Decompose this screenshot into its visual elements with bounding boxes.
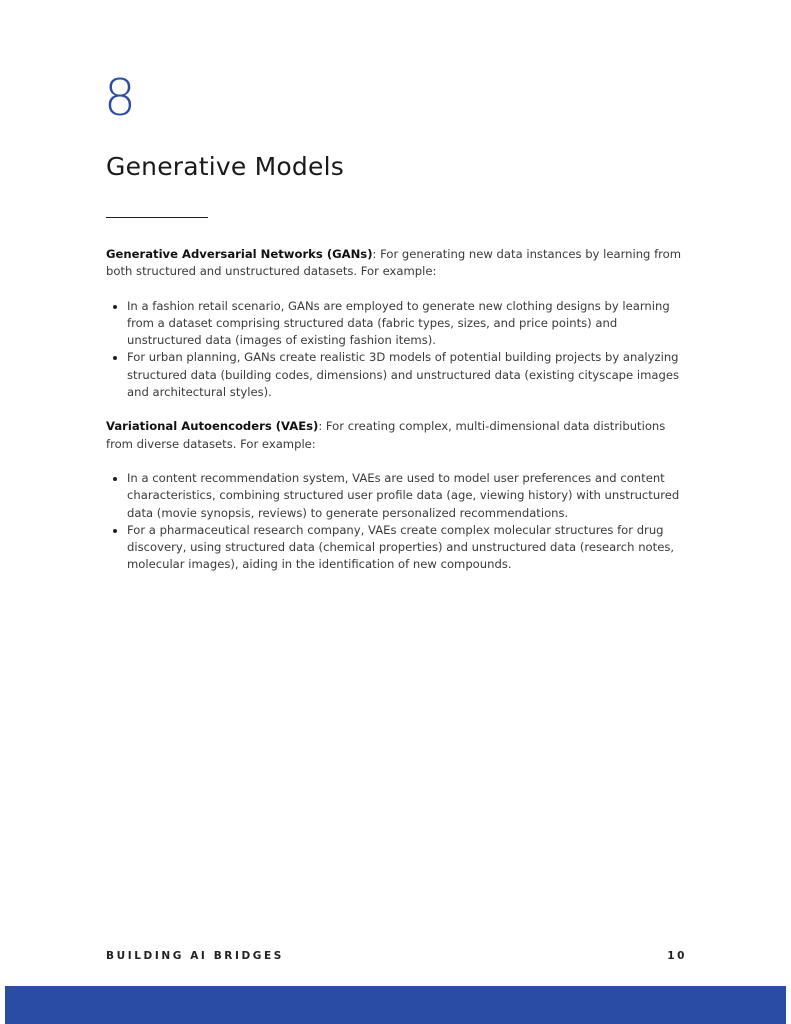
footer-page-number: 10 (667, 950, 687, 962)
list-item: In a content recommendation system, VAEs are used to model user preferences and content characteristics, combining structured user profile data (age, viewing history) with unstructured data (movie synopsis, reviews) to generate personalized recommendations. (127, 470, 691, 522)
section-vaes-text: : For creating complex, multi-dimensional data distributions from diverse datasets. For example: (106, 419, 666, 451)
footer-color-band (5, 986, 786, 1024)
footer-book-title: BUILDING AI BRIDGES (106, 950, 284, 962)
section-gans-list (106, 298, 691, 402)
page-body (106, 246, 691, 591)
list-item: In a fashion retail scenario, GANs are employed to generate new clothing designs by learning from a dataset comprising structured data (fabric types, sizes, and price points) and unstructured data (images of existing fashion items). (127, 298, 691, 350)
title-divider (106, 217, 208, 218)
chapter-number: 8 (104, 69, 136, 127)
section-vaes-list (106, 470, 691, 574)
section-gans-text: : For generating new data instances by learning from both structured and unstructured datasets. For example: (106, 247, 682, 279)
list-item: For urban planning, GANs create realistic 3D models of potential building projects by analyzing structured data (building codes, dimensions) and unstructured data (existing cityscape images and architectural styles). (127, 349, 691, 401)
section-vaes-heading: Variational Autoencoders (VAEs) (106, 419, 319, 434)
list-item: For a pharmaceutical research company, VAEs create complex molecular structures for drug discovery, using structured data (chemical properties) and unstructured data (research notes, molecular images), aiding in the identification of new compounds. (127, 522, 691, 574)
chapter-title: Generative Models (106, 152, 344, 181)
section-vaes-intro (106, 418, 691, 453)
section-gans-intro (106, 246, 691, 281)
section-gans-heading: Generative Adversarial Networks (GANs) (106, 247, 373, 261)
